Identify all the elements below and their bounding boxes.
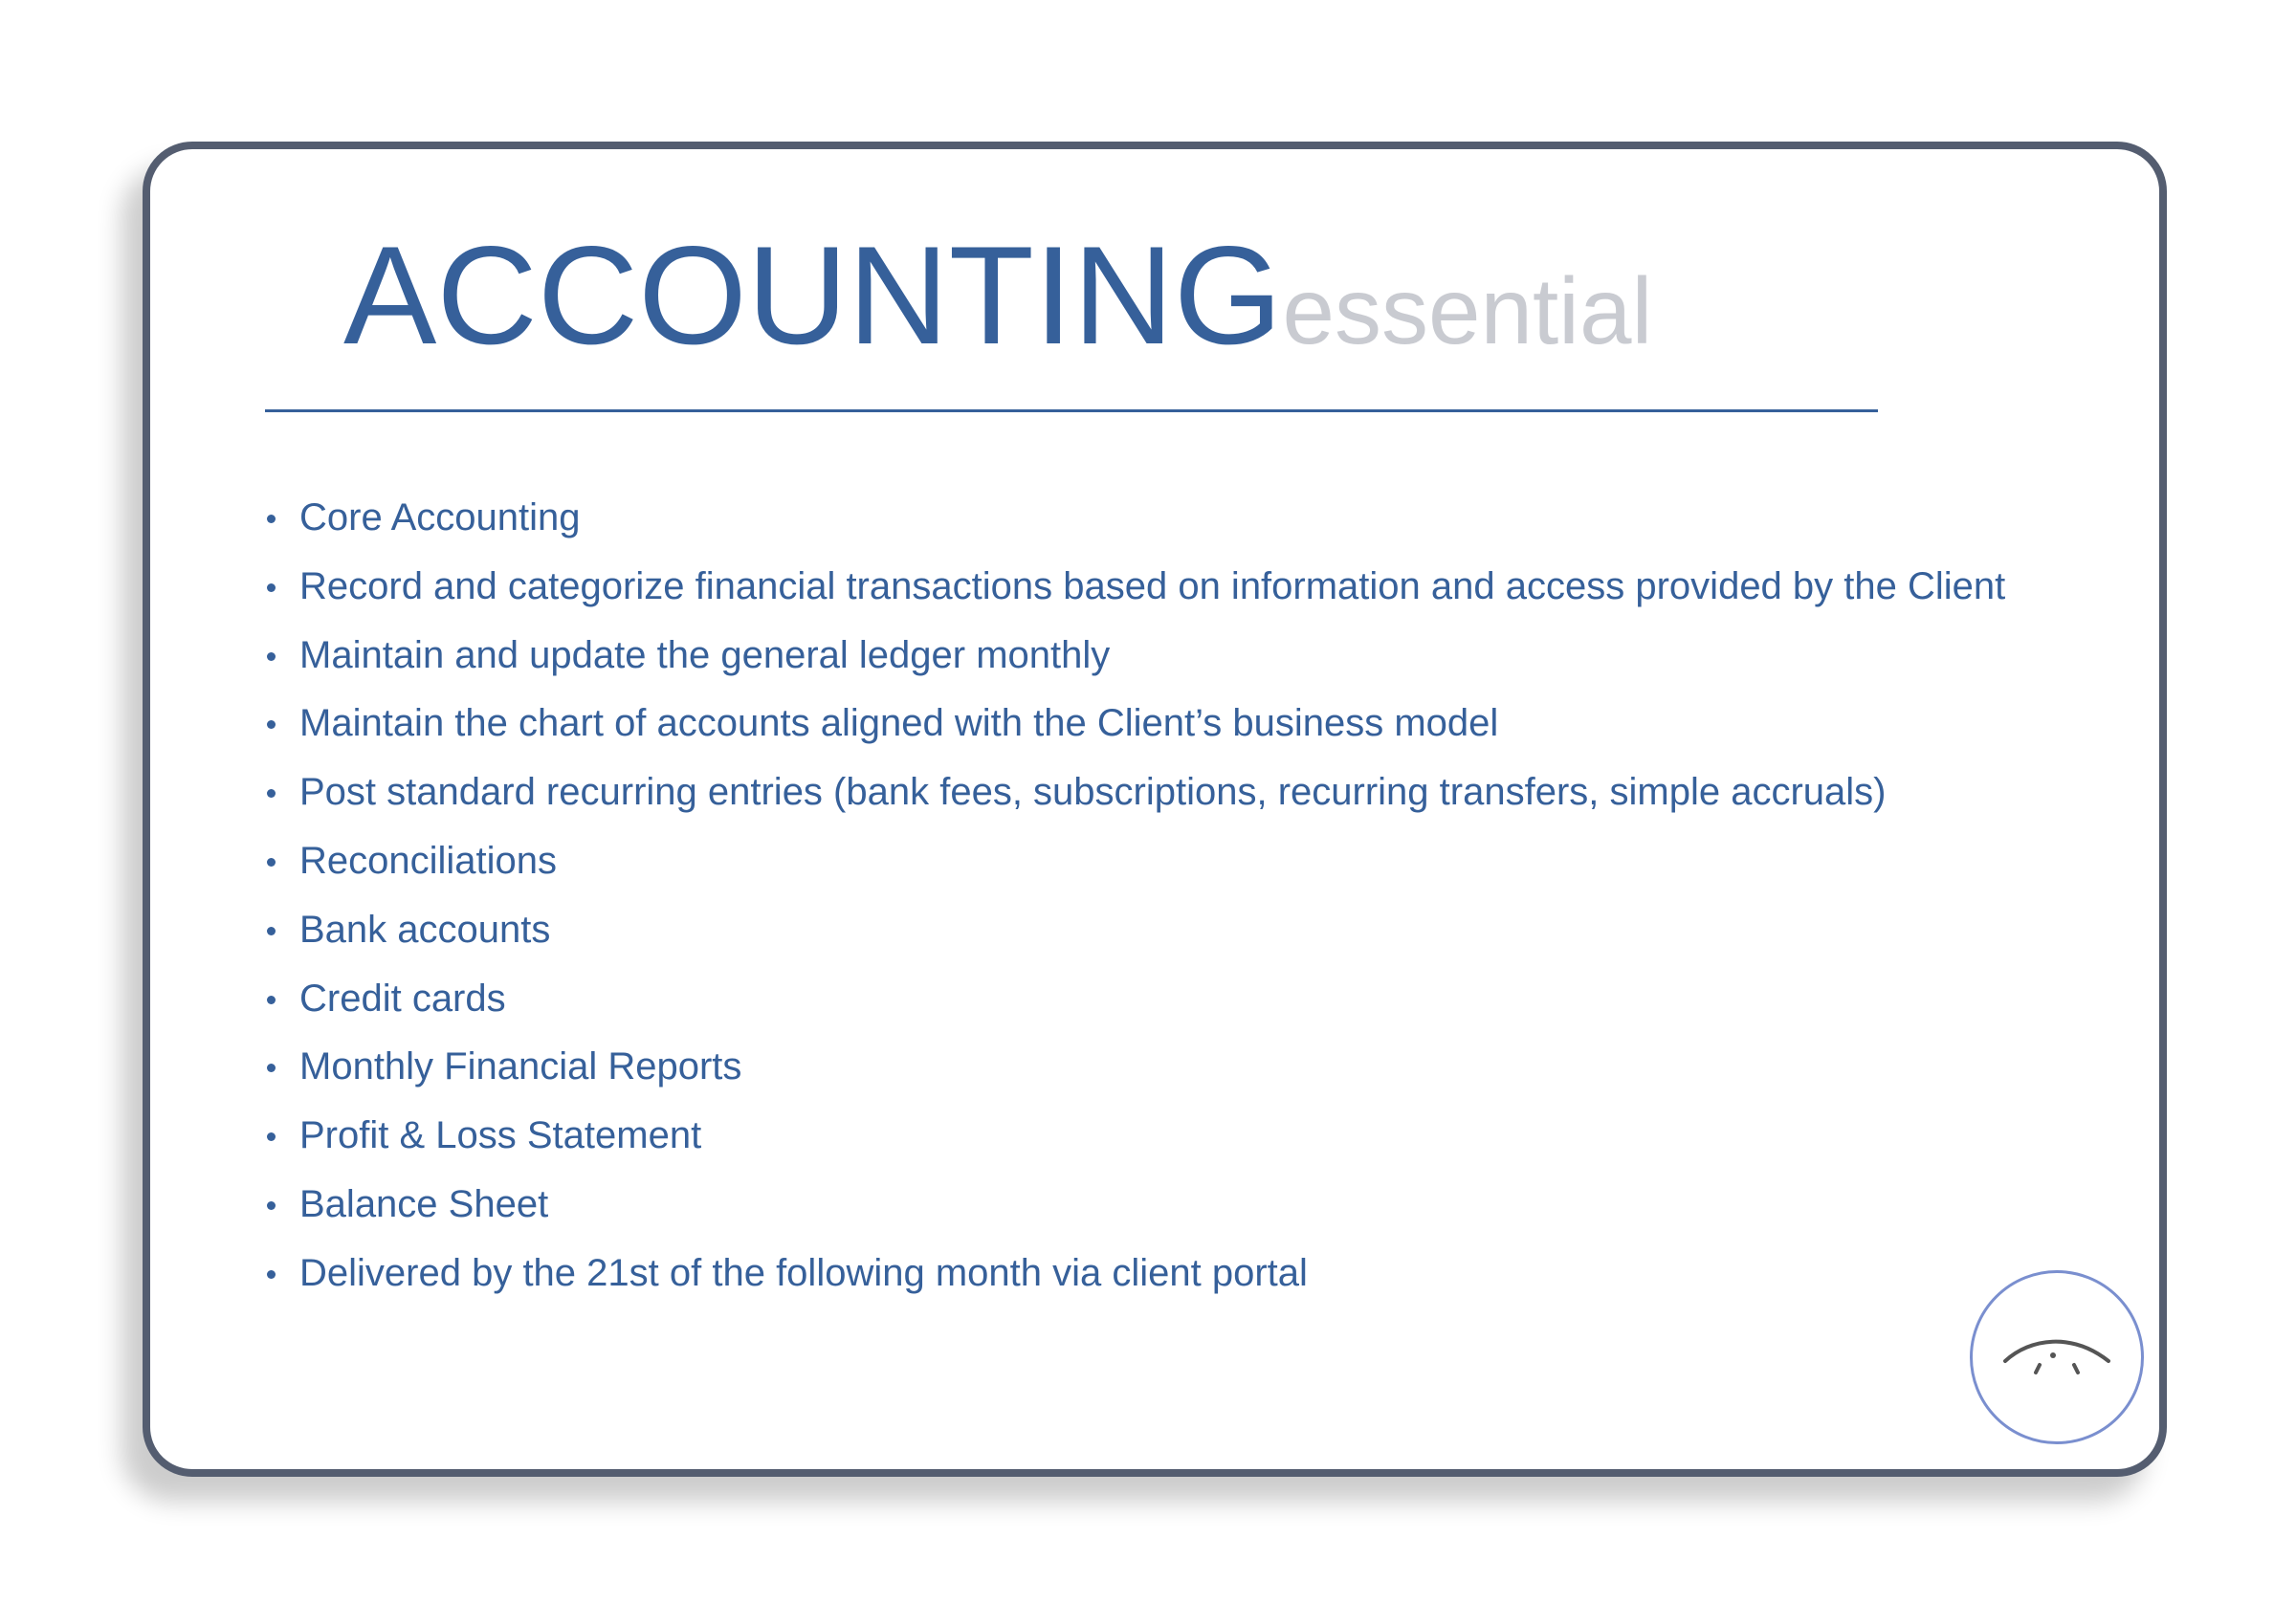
eye-arc-icon [1973,1273,2141,1441]
bullet-icon [267,996,276,1004]
list-item [265,622,2005,691]
list-item-label: Record and categorize financial transactions based on information and access provided by the Client [299,564,2006,607]
service-list [265,484,2005,1308]
page-title [343,217,1653,373]
list-item [265,1240,2005,1308]
list-item-label: Bank accounts [299,908,551,951]
list-item-label: Post standard recurring entries (bank fees, subscriptions, recurring transfers, simple accruals) [299,771,1887,814]
list-item-label: Reconciliations [299,839,558,882]
list-item [265,965,2005,1034]
bullet-icon [267,927,276,935]
list-item [265,553,2005,622]
list-item-label: Maintain and update the general ledger monthly [299,633,1111,676]
bullet-icon [267,1270,276,1279]
list-item-label: Maintain the chart of accounts aligned with the Client’s business model [299,702,1499,745]
list-item [265,690,2005,758]
bullet-icon [267,652,276,661]
list-item-label: Profit & Loss Statement [299,1114,702,1157]
list-item [265,758,2005,827]
list-item [265,484,2005,553]
logo-badge [1970,1270,2144,1444]
bullet-icon [267,1064,276,1072]
list-item [265,1171,2005,1240]
bullet-icon [267,789,276,798]
service-card [143,142,2167,1477]
bullet-icon [267,858,276,867]
list-item-label: Delivered by the 21st of the following month via client portal [299,1251,1308,1294]
list-item [265,827,2005,896]
list-item [265,1102,2005,1171]
list-item-label: Balance Sheet [299,1182,549,1225]
bullet-icon [267,1132,276,1141]
title-sub: essential [1282,258,1653,363]
bullet-icon [267,720,276,729]
list-item [265,1033,2005,1102]
bullet-icon [267,515,276,523]
title-divider [265,409,1878,412]
bullet-icon [267,1201,276,1210]
list-item-label: Monthly Financial Reports [299,1045,742,1088]
list-item-label: Core Accounting [299,496,581,538]
list-item-label: Credit cards [299,977,506,1020]
bullet-icon [267,583,276,592]
title-main: ACCOUNTING [343,217,1283,373]
list-item [265,896,2005,965]
